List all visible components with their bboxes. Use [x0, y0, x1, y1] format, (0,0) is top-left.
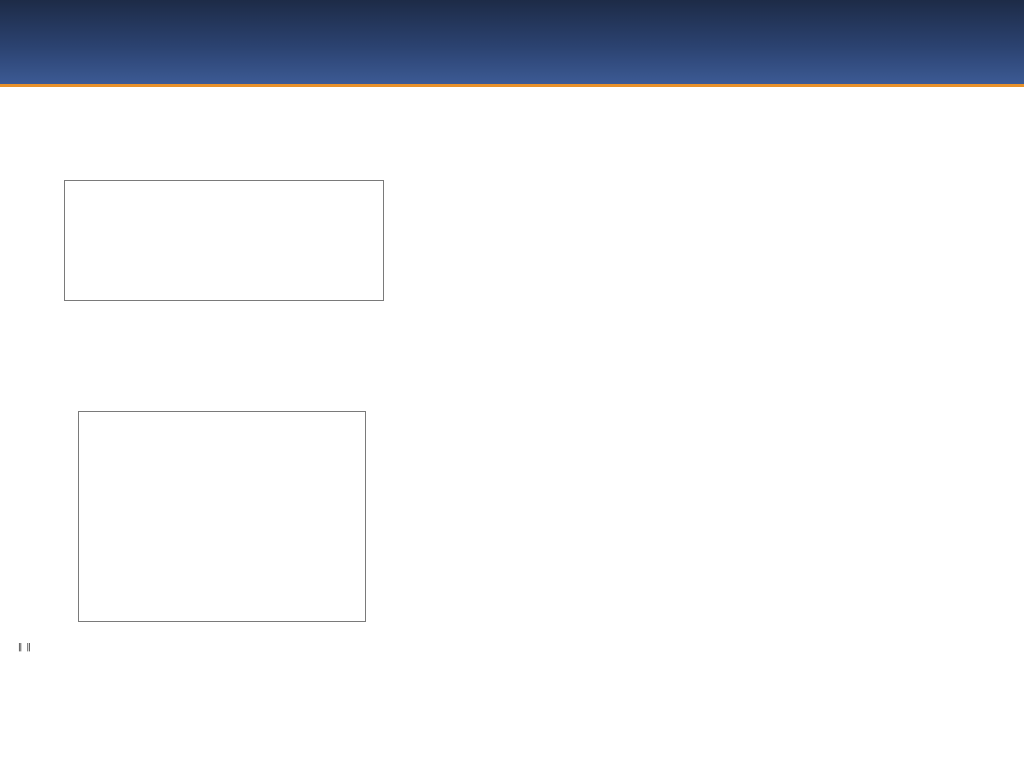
algorithm-2-box: [78, 411, 366, 622]
algorithm-2-caption: $_\parallel$ $_\parallel$: [18, 643, 31, 654]
algorithm-1-box: [64, 180, 384, 301]
title-bar: [0, 0, 1024, 84]
title-underline: [0, 84, 1024, 87]
